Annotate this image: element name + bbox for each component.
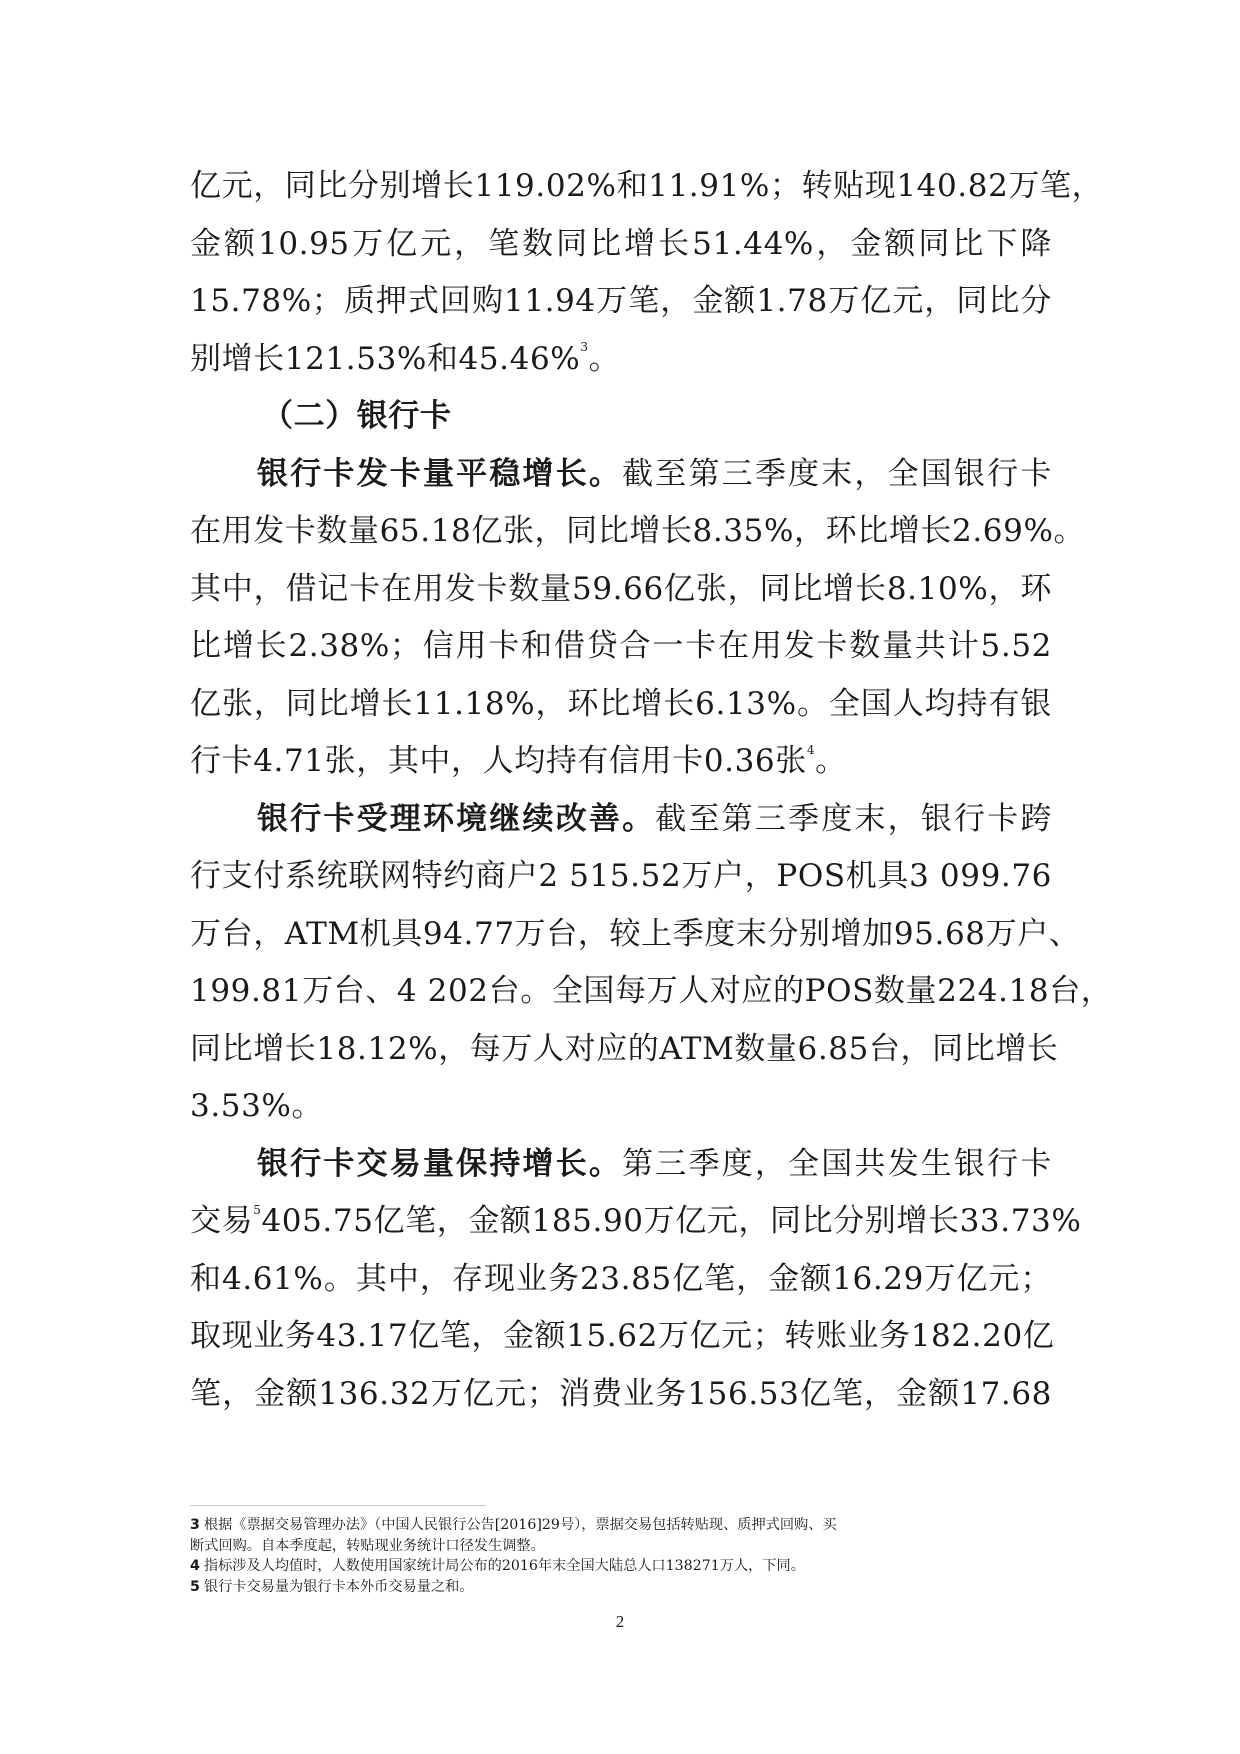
paragraph-lead: 银行卡受理环境继续改善。 xyxy=(257,800,656,837)
text-line xyxy=(190,733,1052,791)
text-line xyxy=(190,331,1052,389)
text-line: 比增长2.38%；信用卡和借贷合一卡在用发卡数量共计5.52 xyxy=(190,628,1052,664)
footnote-ref-4[interactable]: 4 xyxy=(806,742,816,757)
text-run: 截至第三季度末，全国银行卡 xyxy=(622,455,1052,492)
paragraph-lead: 银行卡交易量保持增长。 xyxy=(257,1145,623,1182)
text-line: 行支付系统联网特约商户2 515.52万户，POS机具3 099.76 xyxy=(190,858,1052,894)
text-line: 3.53%。 xyxy=(190,1088,324,1124)
body-text xyxy=(190,158,1113,1423)
footnote-4 xyxy=(190,1556,1052,1577)
text-line: 笔，金额136.32万亿元；消费业务156.53亿笔，金额17.68 xyxy=(190,1375,1052,1412)
text-run: 。 xyxy=(588,340,621,377)
footnote-ref-3[interactable]: 3 xyxy=(580,340,589,355)
footnote-text: 银行卡交易量为银行卡本外币交易量之和。 xyxy=(203,1578,474,1595)
text-run: 别增长121.53%和45.46% xyxy=(190,340,581,377)
text-run: 405.75亿笔，金额185.90万亿元，同比分别增长33.73% xyxy=(261,1203,1082,1239)
section-heading: （二）银行卡 xyxy=(262,398,452,434)
footnote-number: 5 xyxy=(190,1578,200,1595)
text-line: 取现业务43.17亿笔，金额15.62万亿元；转账业务182.20亿 xyxy=(190,1318,1055,1354)
page-number: 2 xyxy=(615,1612,625,1631)
text-run: 交易 xyxy=(190,1203,254,1239)
text-line: 万台，ATM机具94.77万台，较上季度末分别增加95.68万户、 xyxy=(190,915,1081,952)
text-line: 15.78%；质押式回购11.94万笔，金额1.78万亿元，同比分 xyxy=(190,283,1052,319)
paragraph-lead: 银行卡发卡量平稳增长。 xyxy=(257,455,623,492)
text-run: 。 xyxy=(815,743,847,779)
text-run: 第三季度，全国共发生银行卡 xyxy=(622,1145,1052,1182)
footnote-number: 4 xyxy=(190,1558,200,1574)
text-line: 199.81万台、4 202台。全国每万人对应的POS数量224.18台， xyxy=(190,973,1113,1009)
text-run: 截至第三季度末，银行卡跨 xyxy=(655,800,1052,837)
text-line: 和4.61%。其中，存现业务23.85亿笔，金额16.29万亿元； xyxy=(190,1260,1052,1297)
text-line: 金额10.95万亿元，笔数同比增长51.44%，金额同比下降 xyxy=(190,225,1052,262)
text-line: 同比增长18.12%，每万人对应的ATM数量6.85台，同比增长 xyxy=(190,1030,1059,1067)
text-line: 亿元，同比分别增长119.02%和11.91%；转贴现140.82万笔， xyxy=(190,168,1104,204)
footnotes xyxy=(190,1515,1052,1597)
footnote-number: 3 xyxy=(190,1517,200,1533)
text-line xyxy=(190,791,1052,849)
text-line xyxy=(190,446,1052,504)
text-line xyxy=(190,1136,1052,1194)
footnote-separator xyxy=(190,1505,486,1506)
footnote-text: 根据《票据交易管理办法》（中国人民银行公告[2016]29号），票据交易包括转贴现、质押式回购、买 xyxy=(203,1517,837,1533)
text-line: 在用发卡数量65.18亿张，同比增长8.35%，环比增长2.69%。 xyxy=(190,513,1086,549)
footnote-3 xyxy=(190,1515,1052,1536)
text-line: 其中，借记卡在用发卡数量59.66亿张，同比增长8.10%，环 xyxy=(190,570,1052,607)
footnote-text: 指标涉及人均值时，人数使用国家统计局公布的2016年末全国大陆总人口138271万人，下同。 xyxy=(203,1558,805,1574)
text-line: 亿张，同比增长11.18%，环比增长6.13%。全国人均持有银 xyxy=(190,685,1052,722)
footnote-ref-5[interactable]: 5 xyxy=(253,1202,262,1217)
text-run: 行卡4.71张，其中，人均持有信用卡0.36张 xyxy=(190,743,807,779)
footnote-3-continued: 断式回购。自本季度起，转贴现业务统计口径发生调整。 xyxy=(190,1537,545,1554)
text-line xyxy=(190,1193,1082,1251)
footnote-5 xyxy=(190,1577,1052,1598)
